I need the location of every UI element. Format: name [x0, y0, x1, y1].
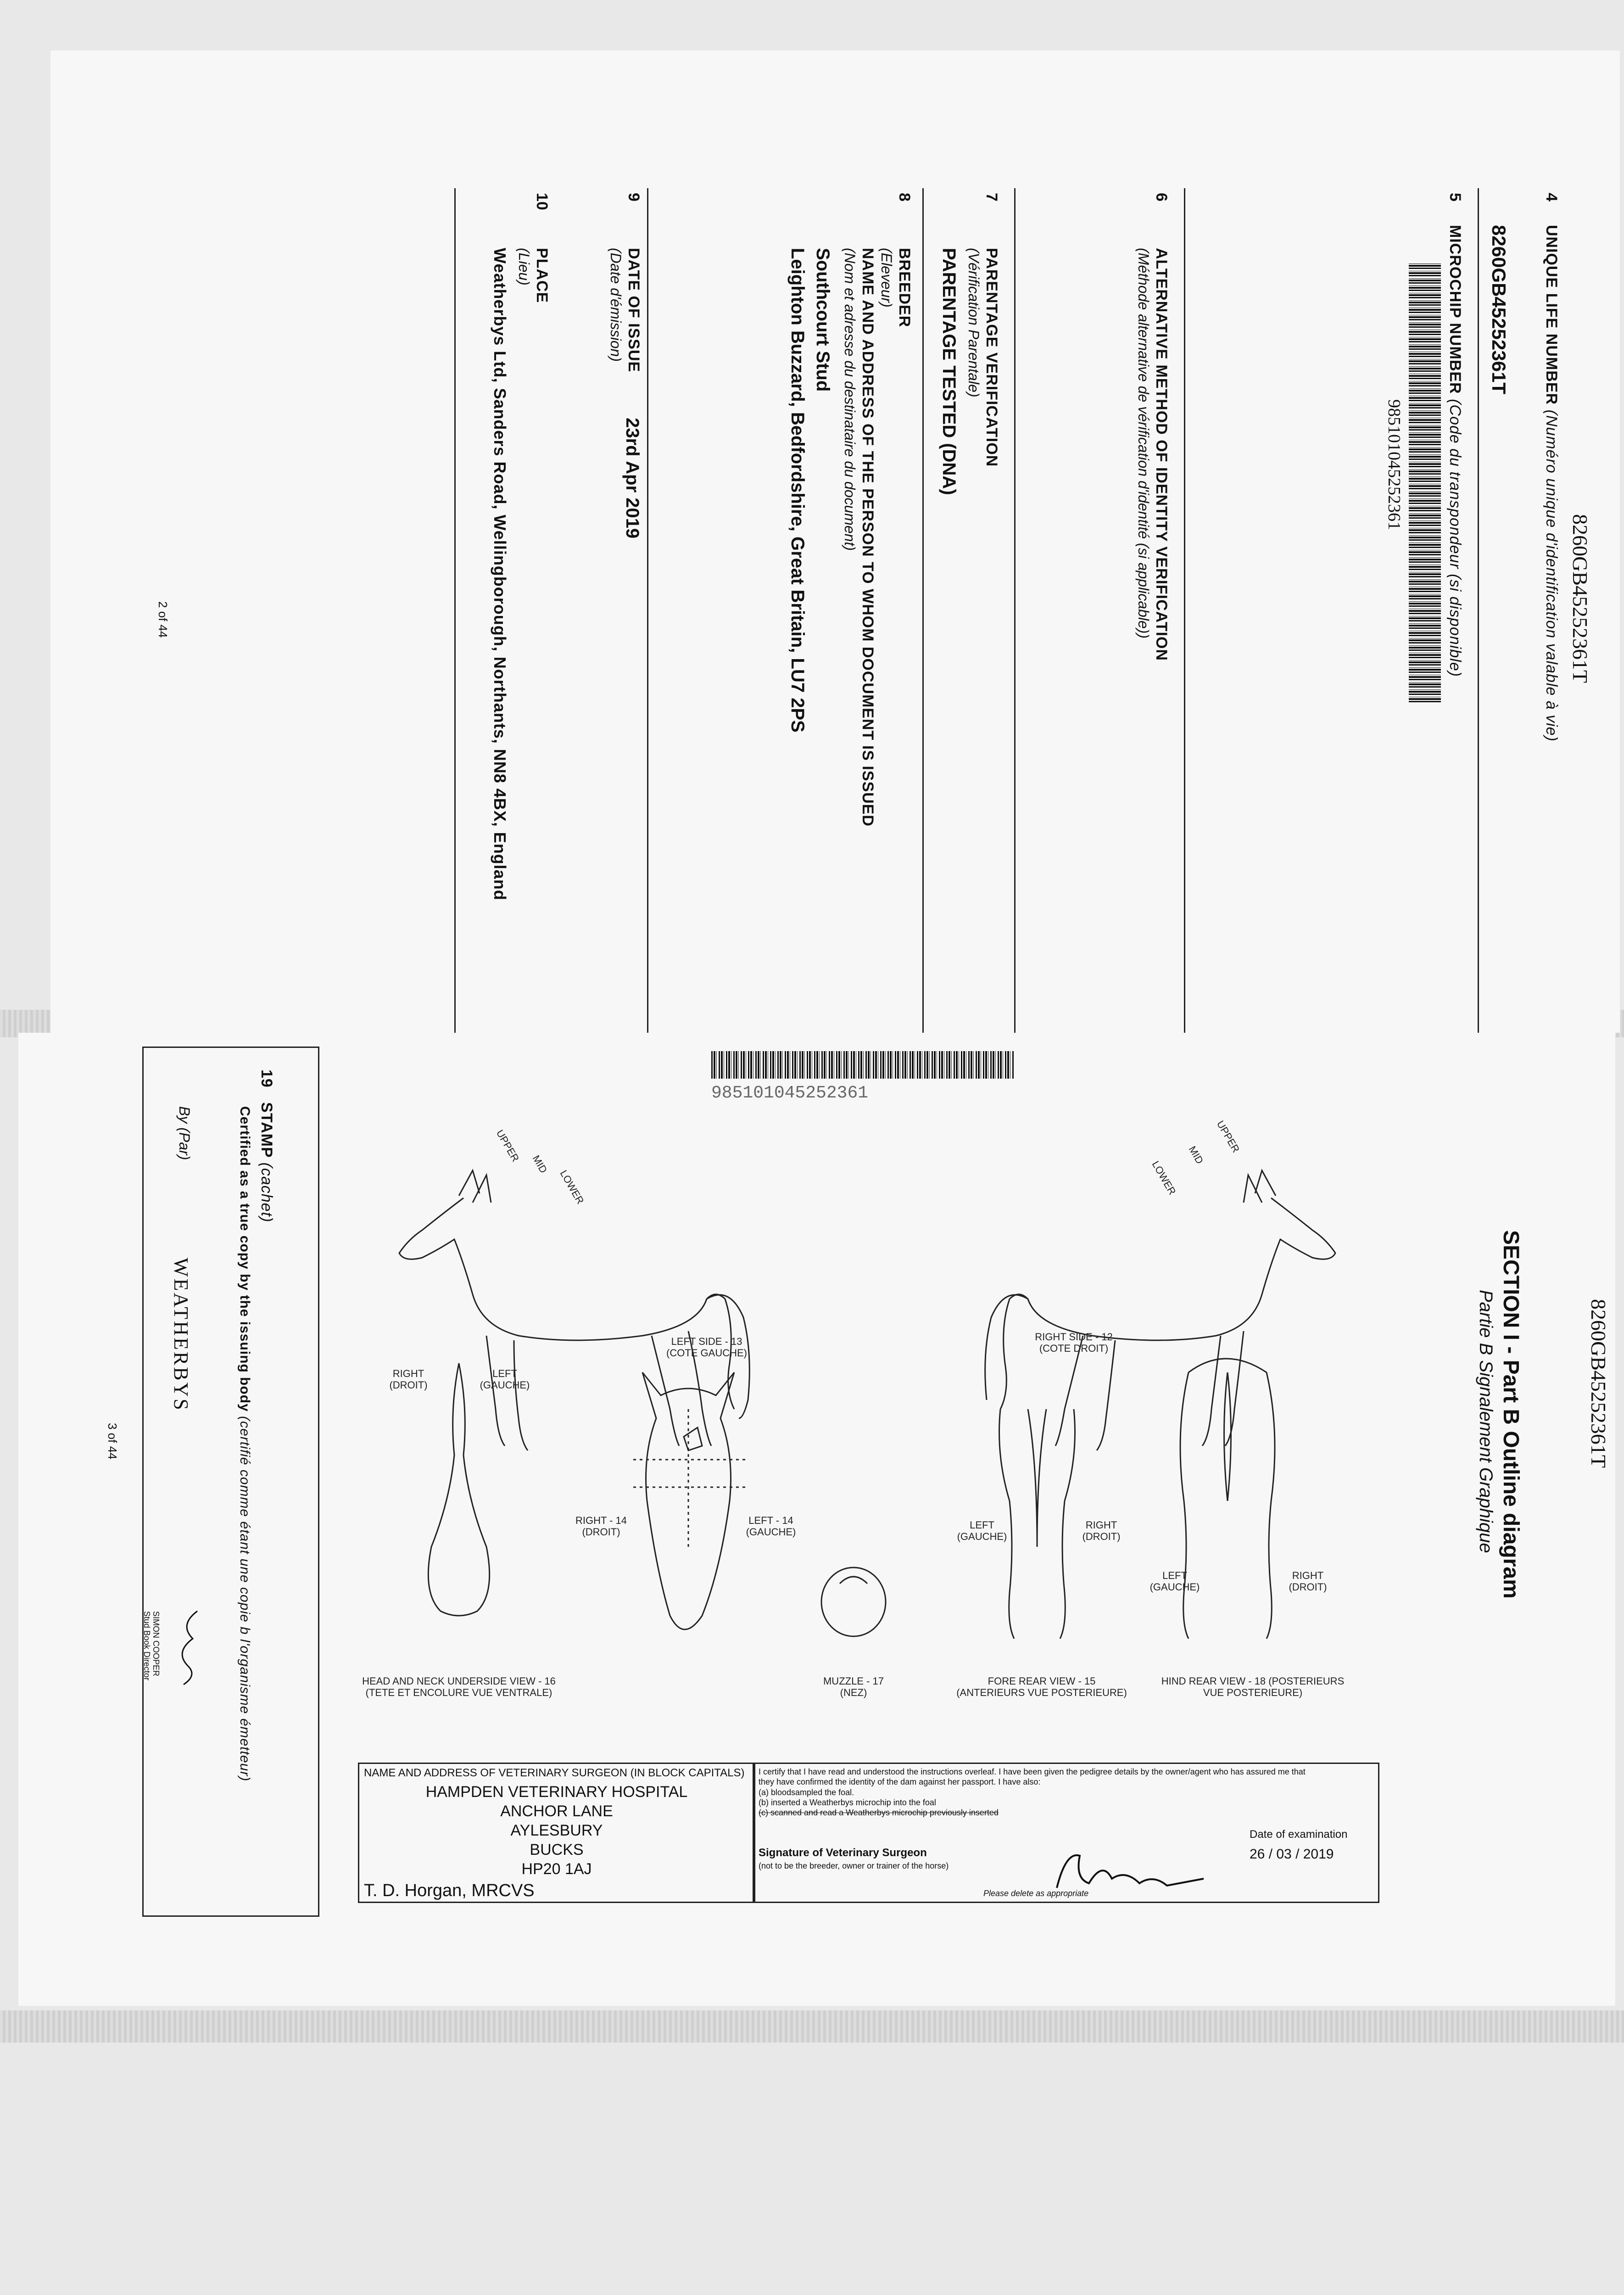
field-number: 7 — [983, 193, 1000, 202]
field-label: BREEDER — [896, 248, 913, 328]
right14-label-fr: (DROIT) — [582, 1526, 620, 1538]
chip-barcode — [711, 1051, 1014, 1079]
field-label: PLACE — [533, 248, 551, 303]
muzzle-label-fr: (NEZ) — [840, 1687, 867, 1698]
section-title: SECTION I - Part B Outline diagram — [1499, 1230, 1523, 1599]
left-label-fr: (GAUCHE) — [957, 1531, 1007, 1542]
left-side-label: LEFT SIDE - 13 — [671, 1336, 742, 1347]
chip-barcode-number: 985101045252361 — [711, 1083, 869, 1103]
director-signature — [170, 1606, 206, 1689]
right-side-label: RIGHT SIDE - 12 — [1035, 1331, 1113, 1343]
microchip-number: 985101045252361 — [1384, 399, 1404, 530]
delete-note: Please delete as appropriate — [983, 1889, 1089, 1898]
hind-rear-view — [1180, 1359, 1275, 1639]
passport-page-3 — [18, 1033, 1615, 2006]
left-label: LEFT — [970, 1519, 994, 1531]
field-label: ALTERNATIVE METHOD OF IDENTITY VERIFICATION — [1153, 248, 1170, 661]
breeder-address: Leighton Buzzard, Bedfordshire, Great Britain, LU7 2PS — [787, 248, 808, 733]
vet-address-line: BUCKS — [530, 1841, 584, 1858]
field-label: DATE OF ISSUE — [625, 248, 642, 373]
head-front — [633, 1372, 748, 1629]
hind-rear-label: HIND REAR VIEW - 18 (POSTERIEURS — [1161, 1675, 1345, 1687]
right-label: RIGHT — [1085, 1519, 1117, 1531]
field-number: 5 — [1446, 193, 1464, 202]
right-label: RIGHT — [392, 1368, 424, 1379]
left-label: LEFT — [1162, 1570, 1187, 1581]
outline-diagram — [362, 1088, 1377, 1799]
left-label: LEFT — [492, 1368, 517, 1379]
left14-label-fr: (GAUCHE) — [746, 1526, 796, 1538]
muzzle-diagram — [821, 1567, 886, 1636]
field-divider — [922, 188, 924, 1033]
right-label-fr: (DROIT) — [1289, 1581, 1327, 1593]
right-label: RIGHT — [1292, 1570, 1324, 1581]
certified-text: Certified as a true copy by the issuing body (certifié comme étant une copie b l'organisme émetteur) — [237, 1106, 252, 1782]
signature-note: (not to be the breeder, owner or trainer of the horse) — [759, 1861, 949, 1870]
by-label: By (Par) — [176, 1106, 193, 1160]
lower-label: LOWER — [558, 1168, 586, 1206]
vet-signature — [1048, 1842, 1213, 1897]
field-number: 9 — [625, 193, 642, 202]
weatherbys-logo: WEATHERBYS — [170, 1258, 192, 1412]
right-label-fr: (DROIT) — [1082, 1531, 1121, 1542]
field-label-fr: (Méthode alternative de vérification d'identité (si applicable)) — [1135, 248, 1152, 638]
page-number: 3 of 44 — [106, 1423, 119, 1460]
mid-label: MID — [1186, 1144, 1206, 1166]
left14-label: LEFT - 14 — [748, 1515, 793, 1526]
signatory-title: Stud Book Director — [142, 1611, 151, 1681]
field-sublabel-fr: (Nom et adresse du destinataire du document) — [842, 248, 858, 551]
page-number: 2 of 44 — [156, 601, 170, 638]
vet-address-line: HP20 1AJ — [521, 1860, 592, 1878]
field-label-fr: (Date d'émission) — [608, 248, 624, 362]
field-divider — [454, 188, 456, 1033]
cert-option-a: (a) bloodsampled the foal. — [759, 1788, 854, 1797]
signature-label: Signature of Veterinary Surgeon — [759, 1847, 927, 1859]
horse-left-side — [399, 1128, 749, 1450]
head-neck-label: HEAD AND NECK UNDERSIDE VIEW - 16 — [362, 1675, 556, 1687]
field-divider — [1478, 188, 1479, 1033]
page-edge — [0, 2010, 1624, 2043]
upper-label: UPPER — [1214, 1119, 1242, 1155]
exam-date-label: Date of examination — [1250, 1828, 1348, 1841]
stamp-box — [142, 1047, 319, 1917]
horse-right-side — [985, 1119, 1335, 1450]
left-label-fr: (GAUCHE) — [1150, 1581, 1200, 1593]
fore-rear-label-fr: (ANTERIEURS VUE POSTERIEURE) — [956, 1687, 1127, 1698]
field-label: PARENTAGE VERIFICATION — [983, 248, 1000, 467]
right-side-label-fr: (COTE DROIT) — [1039, 1343, 1109, 1354]
vet-certificate-box — [753, 1763, 1379, 1903]
right-label-fr: (DROIT) — [389, 1379, 428, 1391]
lower-label: LOWER — [1150, 1159, 1178, 1197]
unique-life-number: 8260GB45252361T — [1488, 225, 1510, 394]
field-divider — [1184, 188, 1185, 1033]
field-sublabel: NAME AND ADDRESS OF THE PERSON TO WHOM DOCUMENT IS ISSUED — [859, 248, 876, 827]
field-divider — [647, 188, 648, 1033]
fore-rear-view — [999, 1409, 1075, 1639]
fore-rear-label: FORE REAR VIEW - 15 — [988, 1675, 1096, 1687]
vet-address-line: AYLESBURY — [510, 1822, 603, 1839]
field-divider — [1014, 188, 1016, 1033]
vet-name: T. D. Horgan, MRCVS — [364, 1881, 535, 1900]
upper-label: UPPER — [494, 1128, 522, 1164]
header-reference: 8260GB45252361T — [1568, 514, 1592, 683]
left-side-label-fr: (COTE GAUCHE) — [666, 1347, 747, 1359]
vet-address-line: HAMPDEN VETERINARY HOSPITAL — [425, 1783, 688, 1801]
exam-date: 26 / 03 / 2019 — [1250, 1847, 1334, 1862]
field-label: MICROCHIP NUMBER (Code du transpondeur (si disponible) — [1446, 225, 1464, 677]
vet-address-box — [358, 1763, 755, 1903]
date-of-issue: 23rd Apr 2019 — [622, 418, 642, 539]
hind-rear-label-fr: VUE POSTERIEURE) — [1203, 1687, 1303, 1698]
field-label-fr: (Lieu) — [516, 248, 532, 285]
field-label: UNIQUE LIFE NUMBER (Numéro unique d'identification valable à vie) — [1543, 225, 1560, 742]
signatory-name: SIMON COOPER — [151, 1611, 161, 1677]
head-neck-label-fr: (TETE ET ENCOLURE VUE VENTRALE) — [365, 1687, 552, 1698]
field-number: 10 — [533, 193, 551, 210]
microchip-barcode — [1409, 262, 1441, 702]
vet-heading: NAME AND ADDRESS OF VETERINARY SURGEON (IN BLOCK CAPITALS) — [364, 1767, 745, 1779]
passport-page-2 — [50, 50, 1620, 1033]
breeder-name: Southcourt Stud — [813, 248, 833, 392]
cert-option-c: (c) scanned and read a Weatherbys microchip previously inserted — [759, 1808, 999, 1817]
mid-label: MID — [530, 1153, 550, 1175]
cert-option-b: (b) inserted a Weatherbys microchip into the foal — [759, 1798, 936, 1807]
field-label-fr: (Eleveur) — [878, 248, 895, 308]
section-subtitle: Partie B Signalement Graphique — [1476, 1290, 1496, 1553]
field-number: 4 — [1543, 193, 1560, 202]
head-neck-underside — [428, 1363, 489, 1616]
left-label-fr: (GAUCHE) — [480, 1379, 530, 1391]
field-label-fr: (Vérification Parentale) — [965, 248, 982, 397]
vet-address-line: ANCHOR LANE — [500, 1802, 613, 1820]
muzzle-label: MUZZLE - 17 — [823, 1675, 884, 1687]
parentage-value: PARENTAGE TESTED (DNA) — [939, 248, 959, 495]
vet-address — [359, 1782, 754, 1879]
field-number: 6 — [1153, 193, 1170, 202]
header-reference: 8260GB45252361T — [1587, 1299, 1610, 1468]
right14-label: RIGHT - 14 — [575, 1515, 627, 1526]
field-number: 8 — [896, 193, 913, 202]
stamp-label: 19 STAMP (cachet) — [258, 1069, 275, 1223]
cert-text: I certify that I have read and understood the instructions overleaf. I have been given the pedigree details by the owner/agent who has assured me that they have confirmed the identity of the dam against her passport. I have also: — [759, 1767, 1306, 1786]
place-of-issue: Weatherbys Ltd, Sanders Road, Wellingborough, Northants, NN8 4BX, England — [491, 248, 509, 901]
